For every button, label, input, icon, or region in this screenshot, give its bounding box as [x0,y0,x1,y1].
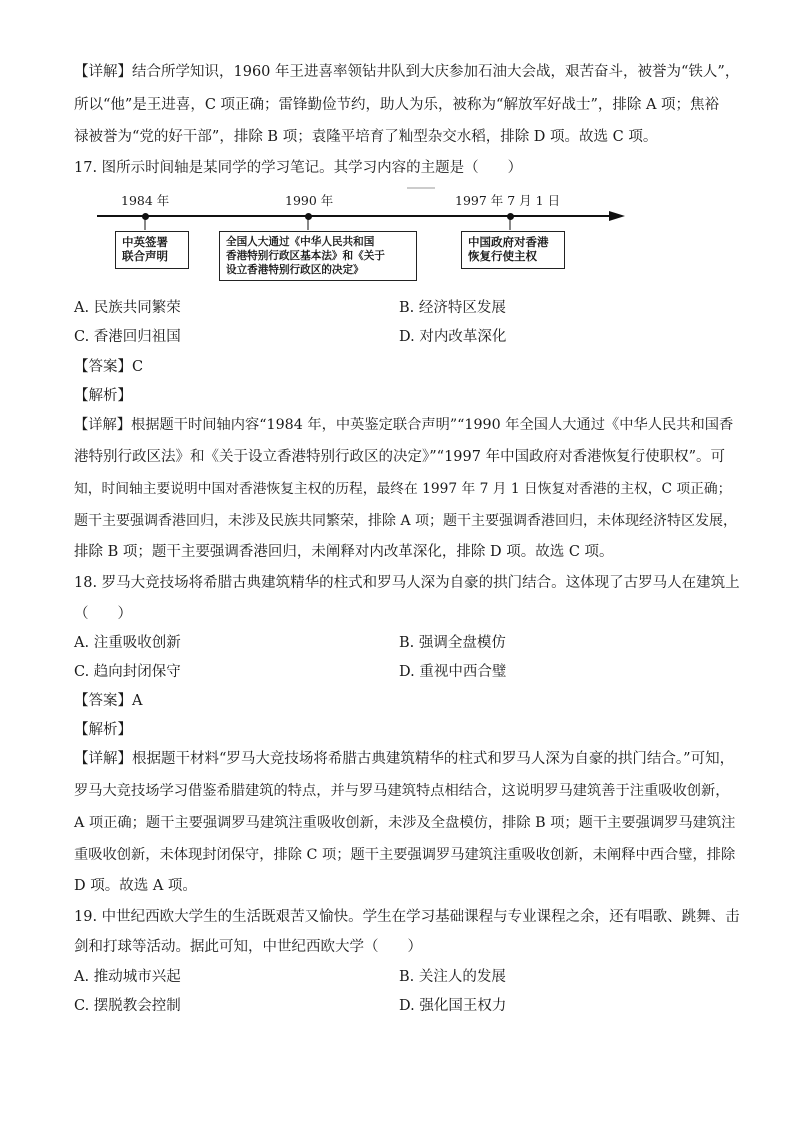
timeline-box-1997-line-1: 中国政府对香港 [468,235,549,249]
timeline-box-1984-line-1: 中英签署 [122,235,168,249]
timeline-box-1990-line-3: 设立香港特别行政区的决定》 [226,264,364,276]
q18-option-b[interactable]: B. 强调全盘模仿 [399,635,506,651]
timeline-year-1990: 1990 年 [285,193,334,208]
q17-answer: 【答案】C [74,359,144,375]
q17-option-c[interactable]: C. 香港回归祖国 [74,329,181,345]
q19-stem-line-2: 剑和打球等活动。据此可知，中世纪西欧大学（ ） [74,939,422,955]
q18-detail-line-4: 重吸收创新，未体现封闭保守，排除 C 项；题干主要强调罗马建筑注重吸收创新，未阐释中西合璧，排除 [74,847,736,863]
timeline-box-1990-line-2: 香港特别行政区基本法》和《关于 [226,250,385,262]
timeline-year-1997: 1997 年 7 月 1 日 [455,193,561,208]
q18-analysis-heading: 【解析】 [74,722,132,738]
q16-detail-line-2: 所以“他”是王进喜，C 项正确；雷锋勤俭节约，助人为乐，被称为“解放军好战士”，排除 A 项；焦裕 [74,97,720,113]
q17-detail-line-1: 【详解】根据题干时间轴内容“1984 年，中英鉴定联合声明”“1990 年全国人大通过《中华人民共和国香 [74,417,734,433]
q19-option-d[interactable]: D. 强化国王权力 [399,998,507,1014]
q16-detail-line-3: 禄被誉为“党的好干部”，排除 B 项；袁隆平培育了籼型杂交水稻，排除 D 项。故选 C 项。 [74,129,658,145]
q17-analysis-heading: 【解析】 [74,388,132,404]
q18-detail-line-2: 罗马大竞技场学习借鉴希腊建筑的特点，并与罗马建筑特点相结合，这说明罗马建筑善于注重吸收创新， [74,783,730,799]
timeline-box-1984-line-2: 联合声明 [122,249,168,263]
timeline-box-1997-line-2: 恢复行使主权 [468,249,537,263]
q19-stem-line-1: 19. 中世纪西欧大学生的生活既艰苦又愉快。学生在学习基础课程与专业课程之余，还有唱歌、跳舞、击 [74,909,740,925]
q17-detail-line-5: 排除 B 项；题干主要强调香港回归，未阐释对内改革深化，排除 D 项。故选 C 项。 [74,544,614,560]
q18-stem-line-2: （ ） [74,606,132,622]
q17-option-a[interactable]: A. 民族共同繁荣 [74,300,181,316]
q18-option-a[interactable]: A. 注重吸收创新 [74,635,181,651]
q18-detail-line-3: A 项正确；题干主要强调罗马建筑注重吸收创新，未涉及全盘模仿，排除 B 项；题干主要强调罗马建筑注 [74,815,736,831]
timeline-box-1984 [115,231,189,269]
timeline-box-1997 [461,231,565,269]
timeline-year-1984: 1984 年 [121,193,170,208]
q16-detail-line-1: 【详解】结合所学知识，1960 年王进喜率领钻井队到大庆参加石油大会战，艰苦奋斗，被誉为“铁人”， [74,64,740,80]
timeline-dot-1997 [507,213,514,220]
q17-stem: 17. 图所示时间轴是某同学的学习笔记。其学习内容的主题是（ ） [74,160,523,176]
q19-option-a[interactable]: A. 推动城市兴起 [74,969,181,985]
timeline-figure [95,185,625,285]
timeline-box-1990-line-1: 全国人大通过《中华人民共和国 [226,236,375,248]
q18-answer: 【答案】A [74,693,143,709]
q17-detail-line-4: 题干主要强调香港回归，未涉及民族共同繁荣，排除 A 项；题干主要强调香港回归，未体现经济特区发展， [74,513,738,529]
q18-stem-line-1: 18. 罗马大竞技场将希腊古典建筑精华的柱式和罗马人深为自豪的拱门结合。这体现了古罗马人在建筑上 [74,575,740,591]
timeline-box-1990 [219,231,417,281]
q18-option-c[interactable]: C. 趋向封闭保守 [74,664,181,680]
q18-detail-line-5: D 项。故选 A 项。 [74,878,197,894]
q18-option-d[interactable]: D. 重视中西合璧 [399,664,507,680]
q17-detail-line-2: 港特别行政区法》和《关于设立香港特别行政区的决定》”“1997 年中国政府对香港恢复行使职权”。可 [74,449,725,465]
q19-option-c[interactable]: C. 摆脱教会控制 [74,998,181,1014]
q17-option-b[interactable]: B. 经济特区发展 [399,300,506,316]
timeline-dot-1990 [305,213,312,220]
timeline-dot-1984 [142,213,149,220]
q19-option-b[interactable]: B. 关注人的发展 [399,969,506,985]
q17-option-d[interactable]: D. 对内改革深化 [399,329,507,345]
q18-detail-line-1: 【详解】根据题干材料“罗马大竞技场将希腊古典建筑精华的柱式和罗马人深为自豪的拱门结合。”可知， [74,751,735,767]
q17-detail-line-3: 知，时间轴主要说明中国对香港恢复主权的历程，最终在 1997 年 7 月 1 日恢复对香港的主权，C 项正确； [74,481,732,497]
